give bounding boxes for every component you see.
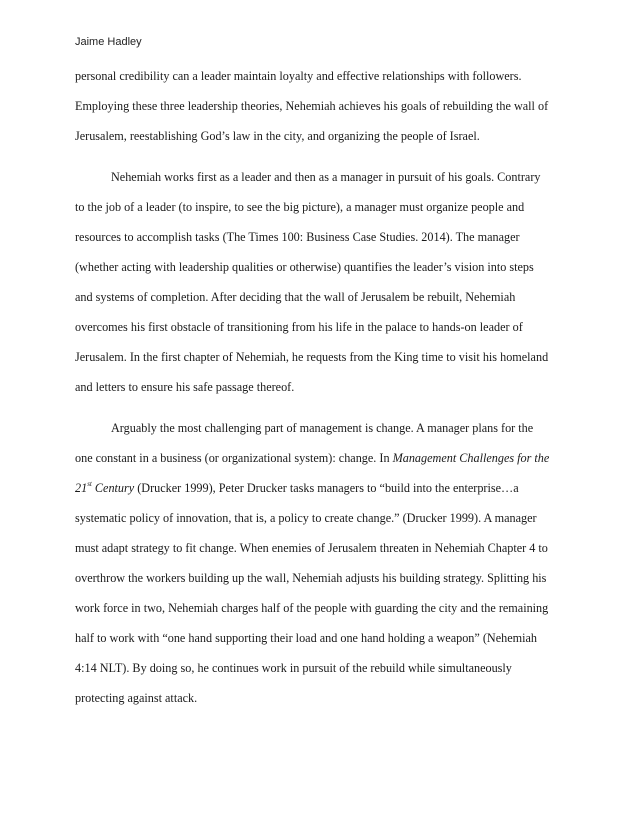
paragraph-line: Nehemiah works first as a leader and then as a manager in pursuit of his goals. Contrary [111,170,541,184]
paragraph-line: overcomes his first obstacle of transitioning from his life in the palace to hands-on leader of [75,320,523,334]
paragraph-line: and systems of completion. After deciding that the wall of Jerusalem be rebuilt, Nehemiah [75,290,516,304]
paragraph-line: 4:14 NLT). By doing so, he continues work in pursuit of the rebuild while simultaneously [75,661,512,675]
paragraph-line: must adapt strategy to fit change. When enemies of Jerusalem threaten in Nehemiah Chapter 4 to [75,541,548,555]
paragraph-line: protecting against attack. [75,691,198,705]
paragraph-line [75,481,570,511]
paragraph-line: overthrow the workers building up the wall, Nehemiah adjusts his building strategy. Splitting his [75,571,547,585]
ordinal-suffix: st [87,479,92,488]
paragraph-line: Jerusalem, reestablishing God’s law in the city, and organizing the people of Israel. [75,129,480,143]
paragraph-line: personal credibility can a leader maintain loyalty and effective relationships with followers. [75,69,522,83]
book-title-italic: Management Challenges for the [392,451,550,465]
text-run: (Drucker 1999), Peter Drucker tasks managers to “build into the enterprise…a [134,481,519,495]
paragraph-line: and letters to ensure his safe passage thereof. [75,380,295,394]
running-header-author: Jaime Hadley [75,36,142,48]
document-body [75,69,570,721]
book-title-italic [75,481,134,495]
paragraph-line: (whether acting with leadership qualities or otherwise) quantifies the leader’s vision into steps [75,260,534,274]
ordinal-number: 21 [75,481,88,495]
paragraph-line: half to work with “one hand supporting their load and one hand holding a weapon” (Nehemiah [75,631,537,645]
paragraph-line: systematic policy of innovation, that is, a policy to create change.” (Drucker 1999). A manager [75,511,537,525]
paragraph-line: Employing these three leadership theories, Nehemiah achieves his goals of rebuilding the wall of [75,99,549,113]
paragraph-line: to the job of a leader (to inspire, to see the big picture), a manager must organize people and [75,200,525,214]
paragraph-line: resources to accomplish tasks (The Times 100: Business Case Studies. 2014). The manager [75,230,520,244]
text-run: one constant in a business (or organizational system): change. In [75,451,393,465]
book-title-rest: Century [91,481,135,495]
paragraph-line: Jerusalem. In the first chapter of Nehemiah, he requests from the King time to visit his homeland [75,350,549,364]
paragraph-line: Arguably the most challenging part of management is change. A manager plans for the [111,421,534,435]
paragraph-line [75,451,570,481]
paragraph-line: work force in two, Nehemiah charges half of the people with guarding the city and the remaining [75,601,549,615]
